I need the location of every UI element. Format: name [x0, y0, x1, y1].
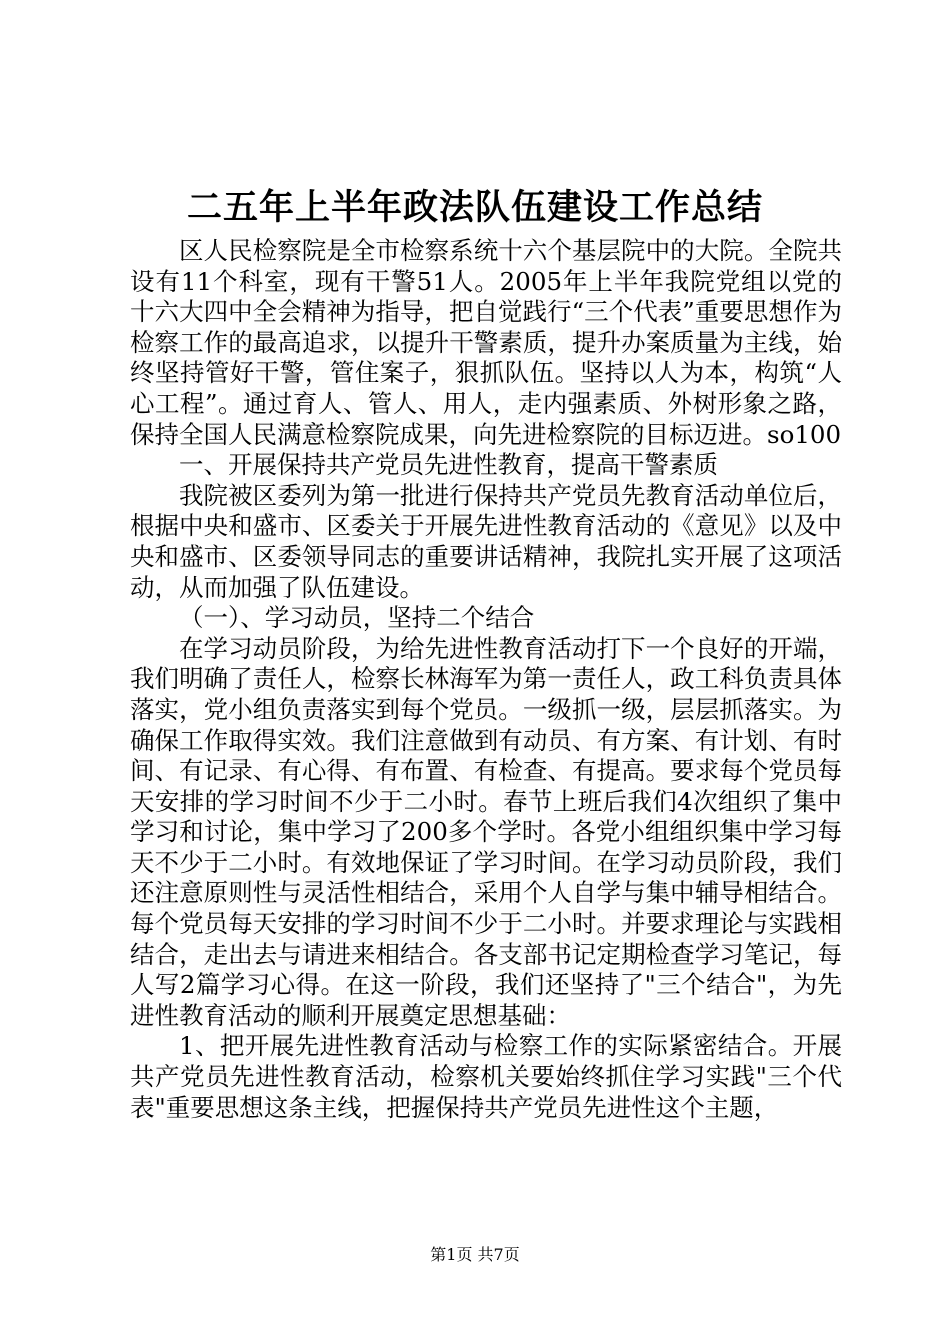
paragraph-section-1: 我院被区委列为第一批进行保持共产党员先教育活动单位后，根据中央和盛市、区委关于开展先进性教育活动的《意见》以及中央和盛市、区委领导同志的重要讲话精神，我院扎实开展了这项活动，从而加强了队伍建设。	[130, 480, 842, 602]
paragraph-intro: 区人民检察院是全市检察系统十六个基层院中的大院。全院共设有11个科室，现有干警51人。2005年上半年我院党组以党的十六大四中全会精神为指导，把自觉践行“三个代表”重要思想作为检察工作的最高追求，以提升干警素质，提升办案质量为主线，始终坚持管好干警，管住案子，狠抓队伍。坚持以人为本，构筑“人心工程”。通过育人、管人、用人，走内强素质、外树形象之路，保持全国人民满意检察院成果，向先进检察院的目标迈进。so100	[130, 236, 842, 449]
page-footer	[0, 1244, 950, 1266]
page-number-label: 第1页 共7页	[430, 1245, 520, 1264]
document-title: 二五年上半年政法队伍建设工作总结	[186, 187, 763, 228]
paragraph-item-1: 1、把开展先进性教育活动与检察工作的实际紧密结合。开展共产党员先进性教育活动，检察机关要始终抓住学习实践"三个代表"重要思想这条主线，把握保持共产党员先进性这个主题，	[130, 1031, 842, 1122]
section-heading-1: 一、开展保持共产党员先进性教育，提高干警素质	[179, 450, 718, 480]
subsection-heading-1: （一）、学习动员，坚持二个结合	[179, 603, 535, 633]
document-body	[130, 236, 842, 1123]
paragraph-study-mobilization: 在学习动员阶段，为给先进性教育活动打下一个良好的开端，我们明确了责任人，检察长林海军为第一责任人，政工科负责具体落实，党小组负责落实到每个党员。一级抓一级，层层抓落实。为确保工作取得实效。我们注意做到有动员、有方案、有计划、有时间、有记录、有心得、有布置、有检查、有提高。要求每个党员每天安排的学习时间不少于二小时。春节上班后我们4次组织了集中学习和讨论，集中学习了200多个学时。各党小组组织集中学习每天不少于二小时。有效地保证了学习时间。在学习动员阶段，我们还注意原则性与灵活性相结合，采用个人自学与集中辅导相结合。每个党员每天安排的学习时间不少于二小时。并要求理论与实践相结合，走出去与请进来相结合。各支部书记定期检查学习笔记，每人写2篇学习心得。在这一阶段，我们还坚持了"三个结合"，为先进性教育活动的顺利开展奠定思想基础：	[130, 633, 842, 1030]
